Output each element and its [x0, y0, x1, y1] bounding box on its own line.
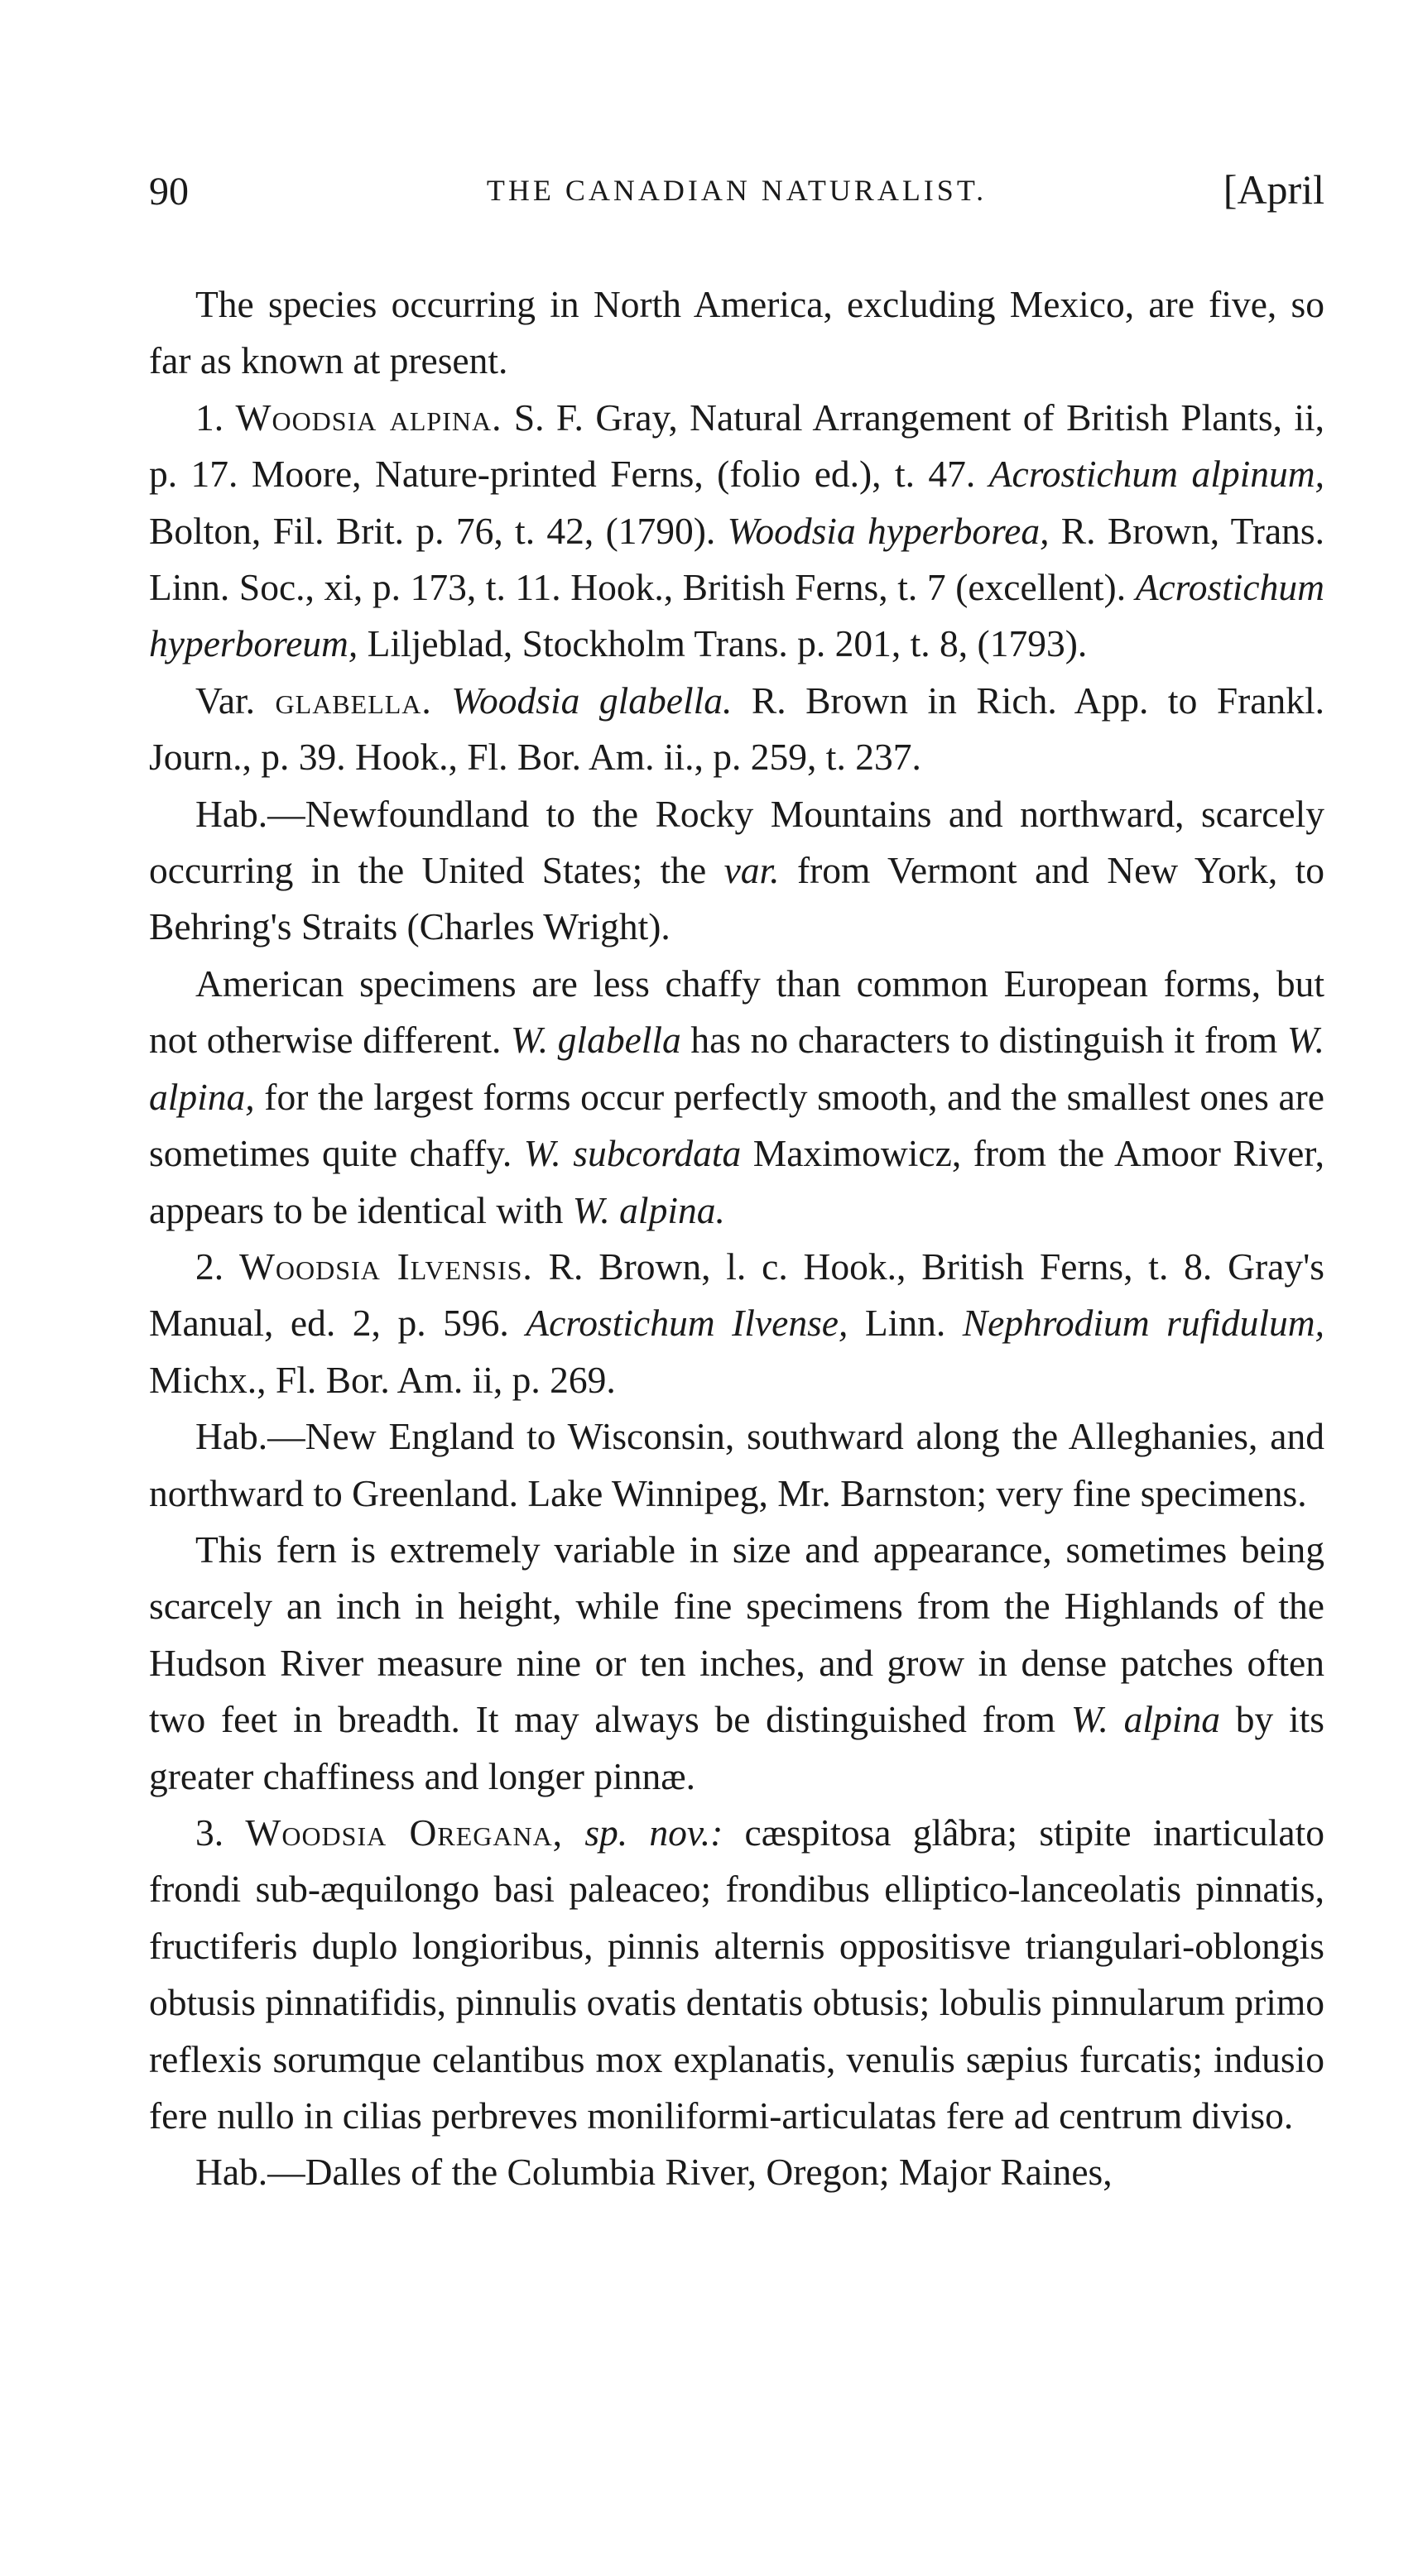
variety-entry [149, 673, 1324, 786]
species-number: 1. [195, 396, 224, 439]
variety-label: Var. [195, 679, 256, 722]
remarks-text: by its greater chaffiness and longer pinnæ. [149, 1698, 1324, 1797]
species-name: Woodsia Ilvensis. [238, 1245, 533, 1288]
synonym: Woodsia hyperborea, [727, 509, 1050, 552]
species-entry-1 [149, 390, 1324, 673]
habitat-text: Hab.—New England to Wisconsin, southward along the Alleghanies, and northward to Greenland. Lake Winnipeg, Mr. Barnston; very fine specimens. [149, 1415, 1324, 1514]
habitat-paragraph-1 [149, 786, 1324, 956]
species-reference: R. Brown, Trans. Linn. Soc., xi, p. 173, t. 11. Hook., British Ferns, t. 7 (excellent). [149, 509, 1324, 609]
species-reference: Michx., Fl. Bor. Am. ii, p. 269. [149, 1358, 616, 1401]
species-entry-3 [149, 1805, 1324, 2144]
variety-name: glabella. [255, 679, 432, 722]
species-reference: S. F. Gray, Natural Arrangement of British Plants, ii, p. 17. Moore, Nature-printed Ferns, (folio ed.), t. 47. [149, 396, 1325, 496]
synonym: Acrostichum hyperboreum, [149, 566, 1324, 665]
species-reference: R. Brown in Rich. App. to Frankl. Journ., p. 39. Hook., Fl. Bor. Am. ii., p. 259, t. 237. [149, 679, 1324, 779]
intro-text: The species occurring in North America, excluding Mexico, are five, so far as known at present. [149, 283, 1324, 382]
species-ref-italic: W. subcordata [523, 1132, 742, 1175]
synonym: Woodsia glabella. [451, 679, 733, 722]
remarks-text: for the largest forms occur perfectly smooth, and the smallest ones are sometimes quite chaffy. [149, 1075, 1324, 1175]
page-header [149, 165, 1324, 223]
remarks-text: American specimens are less chaffy than common European forms, but not otherwise different. [149, 962, 1324, 1062]
species-reference: Linn. [848, 1302, 963, 1345]
variety-abbrev: var. [723, 849, 780, 892]
synonym: Nephrodium rufidulum, [962, 1302, 1324, 1345]
habitat-paragraph-2 [149, 1408, 1324, 1522]
running-title: THE CANADIAN NATURALIST. [486, 174, 988, 207]
habitat-text: from Vermont and New York, to Behring's Straits (Charles Wright). [149, 849, 1324, 948]
species-number: 2. [195, 1245, 224, 1288]
habitat-text: Hab.—Newfoundland to the Rocky Mountains and northward, scarcely occurring in the United States; the [149, 792, 1324, 892]
issue-month: [April [1223, 166, 1324, 213]
species-reference: Liljeblad, Stockholm Trans. p. 201, t. 8, (1793). [358, 622, 1088, 665]
species-entry-2 [149, 1239, 1324, 1408]
species-name: Woodsia Oregana, [245, 1811, 564, 1854]
species-ref-italic: W. glabella [510, 1019, 681, 1062]
remarks-paragraph-2 [149, 1522, 1324, 1805]
synonym: Acrostichum alpinum, [988, 453, 1324, 496]
species-reference: R. Brown, l. c. Hook., British Ferns, t. 8. Gray's Manual, ed. 2, p. 596. [149, 1245, 1324, 1345]
habitat-paragraph-3 [149, 2144, 1324, 2200]
remarks-text: This fern is extremely variable in size and appearance, sometimes being scarcely an inch in height, while fine specimens from the Highlands of the Hudson River measure nine or ten inches, and grow in dense patches often two feet in breadth. It may always be distinguished from [149, 1528, 1324, 1741]
species-ref-italic: W. alpina, [149, 1019, 1324, 1118]
remarks-text: has no characters to distinguish it from [680, 1019, 1287, 1062]
species-reference: Bolton, Fil. Brit. p. 76, t. 42, (1790). [149, 509, 728, 552]
species-ref-italic: W. alpina. [572, 1188, 725, 1231]
latin-description: cæspitosa glâbra; stipite inarticulato frondi sub-æquilongo basi paleaceo; frondibus elliptico-lanceolatis pinnatis, fructiferis duplo longioribus, pinnis alternis oppositisve triangulari-oblongis obtusis pinnatifidis, pinnulis ovatis dentatis obtusis; lobulis pinnularum primo reflexis sorumque celantibus mox explanatis, venulis sæpius furcatis; indusio fere nullo in cilias perbreves moniliformi-articulatas fere ad centrum diviso. [149, 1811, 1325, 2137]
new-species-marker: sp. nov.: [563, 1811, 723, 1854]
synonym: Acrostichum Ilvense, [526, 1302, 848, 1345]
habitat-text: Hab.—Dalles of the Columbia River, Oregon; Major Raines, [195, 2151, 1113, 2194]
species-ref-italic: W. alpina [1070, 1698, 1220, 1741]
remarks-paragraph-1 [149, 956, 1324, 1239]
species-name: Woodsia alpina. [235, 396, 502, 439]
intro-paragraph [149, 276, 1324, 390]
book-page [149, 165, 1324, 2201]
page-number: 90 [149, 170, 189, 213]
species-number: 3. [195, 1811, 224, 1854]
remarks-text: Maximowicz, from the Amoor River, appears to be identical with [149, 1132, 1325, 1231]
